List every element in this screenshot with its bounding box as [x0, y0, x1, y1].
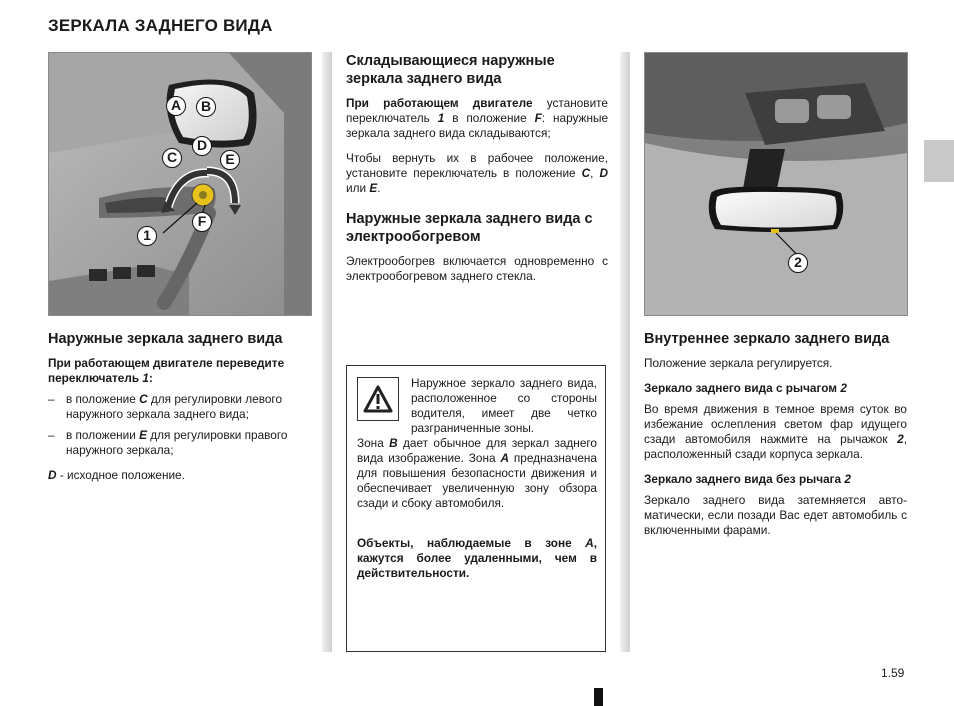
intro-text: При работающем двигателе переведите переключатель	[48, 356, 285, 385]
switch-number: 1	[142, 371, 149, 385]
column-folding-mirrors	[346, 52, 608, 284]
punctuation: .	[377, 181, 381, 195]
section-tab	[924, 140, 954, 182]
zone-key: A	[585, 536, 594, 550]
warning-text	[357, 436, 597, 511]
note-text: - исходное положение.	[59, 468, 185, 482]
item-text: в положение	[66, 392, 136, 406]
position-key: D	[48, 468, 57, 482]
subheading	[644, 472, 907, 487]
position-key: C	[581, 166, 591, 180]
callout-label-e: E	[220, 150, 240, 170]
switch-number: 1	[437, 111, 445, 125]
zone-key: B	[389, 436, 398, 450]
callout-label-1: 1	[137, 226, 157, 246]
section-heading: Наружные зеркала заднего вида с электрообогревом	[346, 211, 593, 245]
callout-label-c: C	[162, 148, 182, 168]
bold-text: При работающем двигателе	[346, 96, 533, 110]
page-number: 1.59	[881, 666, 905, 680]
lever-number: 2	[844, 472, 851, 486]
zone-key: A	[500, 451, 509, 465]
body-text: Электрообогрев включается одновременно с электрообогревом заднего стекла.	[346, 254, 608, 283]
dash-bullet: –	[48, 392, 55, 406]
body-text: предназначена для повышения безопасности движения и обеспечивает увеличенную зону обзора сзади и сбоку автомобиля.	[357, 451, 597, 510]
position-key: E	[139, 428, 147, 442]
body-text: Во время движения в темное время суток во избежание ослепления светом фар идущего сзади автомобиля нажмите на рычажок	[644, 402, 907, 446]
column-interior-mirror	[644, 52, 907, 538]
subheading-text: Зеркало заднего вида с рычагом	[644, 381, 838, 395]
position-key: F	[534, 111, 542, 125]
body-text: : наружные зеркала заднего вида складываются;	[346, 111, 609, 140]
body-text: , расположенный сзади корпуса зеркала.	[644, 432, 907, 461]
body-text: Чтобы вернуть их в рабочее положение, установите переключатель в положение	[346, 151, 608, 180]
figure-door-mirror-controls	[48, 52, 312, 316]
position-key: D	[599, 166, 609, 180]
warning-text: Наружное зеркало заднего вида, расположенное со стороны водителя, имеет две четко разграниченные зоны.	[411, 376, 597, 435]
callout-label-d: D	[192, 136, 212, 156]
item-text: в положении	[66, 428, 136, 442]
lever-number: 2	[840, 381, 847, 395]
callout-label-b: B	[196, 97, 216, 117]
page-title: ЗЕРКАЛА ЗАДНЕГО ВИДА	[48, 16, 273, 35]
position-key: C	[139, 392, 148, 406]
body-text: , кажутся более удаленными, чем в действительности.	[357, 536, 597, 580]
intro-colon: :	[148, 371, 153, 385]
item-text: для регулировки левого наружного зеркала заднего вида;	[66, 392, 283, 421]
section-heading: Складывающиеся наружные зеркала заднего вида	[346, 53, 555, 87]
list-item	[48, 392, 312, 422]
position-key: E	[369, 181, 378, 195]
callout-label-2: 2	[788, 253, 808, 273]
subheading	[644, 381, 907, 396]
warning-box	[346, 365, 606, 652]
body-text: Зеркало заднего вида затемняется автоматически, если позади Вас едет автомобиль с включенными фарами.	[644, 493, 907, 537]
body-text: в положение	[452, 111, 527, 125]
body-text: установите переключатель	[346, 96, 608, 125]
section-heading: Внутреннее зеркало заднего вида	[644, 331, 890, 347]
body-text: Объекты, наблюдаемые в зоне	[357, 536, 572, 550]
page-marker	[594, 688, 603, 706]
lever-number: 2	[897, 432, 904, 446]
item-text: для регулировки правого наружного зеркала;	[66, 428, 288, 457]
list-item	[48, 428, 312, 458]
punctuation: ,	[590, 166, 594, 180]
callout-label-f: F	[192, 212, 212, 232]
column-exterior-mirrors	[48, 52, 312, 483]
column-separator	[620, 52, 630, 652]
body-text: Зона	[357, 436, 384, 450]
body-text: или	[346, 181, 367, 195]
body-text: Положение зеркала регулируется.	[644, 356, 833, 370]
column-separator	[322, 52, 332, 652]
dash-bullet: –	[48, 428, 55, 442]
warning-triangle-icon	[357, 377, 399, 421]
body-text: дает обычное для зеркал заднего вида изображение. Зона	[357, 436, 597, 465]
callout-label-a: A	[166, 96, 186, 116]
warning-caution	[357, 536, 597, 581]
subheading-text: Зеркало заднего вида без рычага	[644, 472, 842, 486]
figure-interior-mirror	[644, 52, 908, 316]
section-heading: Наружные зеркала заднего вида	[48, 331, 283, 347]
